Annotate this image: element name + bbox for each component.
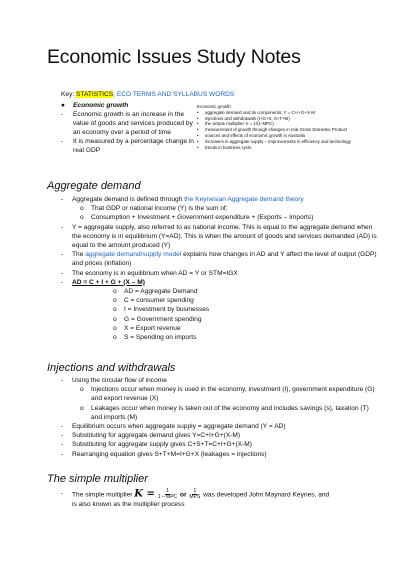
dash-marker: - — [61, 423, 64, 431]
list-item — [61, 431, 381, 440]
page-title: Economic Issues Study Notes — [47, 46, 301, 68]
syllabus-item: sources and effects of economic growth in Australia — [205, 132, 305, 138]
list-item — [113, 315, 381, 324]
list-item — [61, 422, 381, 431]
syllabus-item: trends in business cycle — [205, 144, 252, 150]
ad-line-3b: explains how changes in AD and Y affect the level of output (GDP) and prices (inflation) — [72, 251, 377, 268]
growth-bullet-2: It is measured by a percentage change in real GDP — [73, 138, 194, 154]
list-item — [61, 269, 381, 278]
ad-line-3a: The — [72, 251, 86, 259]
multiplier-section — [61, 489, 381, 509]
list-item — [113, 287, 381, 296]
syllabus-heading: Economic growth — [197, 104, 231, 109]
dash-marker: - — [61, 441, 64, 449]
circle-marker: o — [113, 288, 117, 296]
spacer — [61, 500, 72, 509]
circle-marker: o — [113, 334, 117, 342]
fraction-denominator: MPS — [189, 494, 201, 500]
sm-line-2: is also known as the multiplier process — [72, 501, 185, 508]
circle-marker: o — [113, 324, 117, 332]
section-heading-multiplier: The simple multiplier — [47, 473, 148, 485]
ad-def: S = Spending on imports — [124, 334, 197, 342]
ad-sub-1: That GDP or national income (Y) is the sum of; — [91, 205, 228, 213]
aggregate-demand-section — [61, 195, 381, 342]
ad-def: X = Export revenue — [124, 324, 181, 332]
fraction-denominator: 1 – MPC — [157, 494, 178, 500]
list-item — [113, 324, 381, 333]
bullet-dot: • — [197, 127, 199, 133]
list-item — [61, 195, 381, 204]
bullet-dot: • — [197, 132, 199, 138]
syllabus-item: increases in aggregate supply – improvements in efficiency and technology — [205, 138, 351, 144]
ad-line-2: Y = aggregate supply, also referred to as national income. This is equal to the aggregate demand when the economy is in equilibrium (Y=AD). This is when the amount of goods and services demanded (AD) is equal to the amount produced (Y) — [72, 223, 377, 250]
growth-heading: Economic growth — [73, 102, 129, 109]
circle-marker: o — [80, 214, 84, 222]
ad-line-4: The economy is in equilibrium when AD = Y or STM=IGX — [72, 269, 238, 277]
list-item — [61, 250, 381, 268]
dash-marker: - — [61, 196, 64, 203]
dash-marker: - — [61, 251, 64, 259]
ad-formula: AD = C + I + G + (X – M) — [72, 278, 145, 286]
list-item — [61, 110, 201, 137]
bullet-dot: • — [197, 109, 199, 115]
iw-line-5: Rearranging equation gives S+T+M=I+G+X (leakages = injections) — [72, 450, 267, 458]
ad-line-1: Aggregate demand is defined through — [72, 196, 185, 203]
syllabus-item: aggregate demand and its components: Y = C+I+G+X-M — [205, 109, 315, 115]
fraction-mps — [189, 489, 200, 500]
ad-sub-2: Consumption + Investment + Government expenditure + (Exports – Imports) — [91, 214, 314, 222]
dash-marker: - — [61, 490, 64, 497]
circle-marker: o — [80, 404, 84, 412]
bullet-dot: • — [197, 138, 199, 144]
dash-marker: - — [61, 138, 64, 145]
circle-marker: o — [80, 386, 84, 394]
iw-sub-2: Leakages occur when money is taken out of the economy and includes savings (s), taxation (T) and imports (M) — [91, 404, 369, 421]
bullet-dot: ● — [61, 102, 65, 109]
syllabus-item: injections and withdrawals (I+G+X, S+T+M) — [205, 115, 290, 121]
iw-line-1: Using the circular flow of income — [72, 377, 167, 384]
multiplier-k: K = — [134, 488, 155, 500]
section-heading-injections: Injections and withdrawals — [47, 362, 176, 374]
dash-marker: - — [61, 278, 64, 286]
circle-marker: o — [113, 306, 117, 314]
sm-post: was developed John Maynard Keynes, and — [201, 491, 330, 499]
list-item — [80, 385, 381, 403]
key-legend — [61, 91, 234, 98]
list-item — [113, 333, 381, 342]
key-separator: , — [113, 91, 117, 98]
key-prefix: Key: — [61, 91, 77, 98]
dash-marker: - — [61, 111, 64, 118]
circle-marker: o — [113, 297, 117, 305]
circle-marker: o — [80, 205, 84, 213]
list-item — [113, 296, 381, 305]
dash-marker: - — [61, 432, 64, 440]
list-item — [61, 376, 381, 385]
iw-line-2: Equilibrium occurs when aggregate supply = aggregate demand (Y = AD) — [72, 423, 286, 431]
circle-marker: o — [113, 315, 117, 323]
sm-or: or — [178, 491, 189, 499]
list-item — [197, 145, 377, 151]
list-item — [61, 278, 381, 287]
list-item — [61, 489, 381, 500]
sm-pre: The simple multiplier — [72, 491, 135, 499]
list-item — [80, 213, 381, 222]
list-item — [61, 440, 381, 449]
growth-summary — [61, 101, 201, 155]
dash-marker: - — [61, 377, 64, 384]
bullet-dot: • — [197, 121, 199, 127]
list-item — [61, 137, 201, 155]
syllabus-item: measurement of growth through changes in real Gross Domestic Product — [205, 127, 348, 133]
iw-line-4: Substituting for aggregate supply gives C+S+T=C+I+G+(X-M) — [72, 441, 252, 449]
keynesian-theory-term: the Keynesian Aggregate demand theory — [184, 196, 304, 203]
iw-sub-1: Injections occur when money is used in the economy, investment (I), government expenditure (G) and export revenue (X) — [91, 386, 375, 403]
list-item — [61, 500, 381, 509]
list-item — [113, 305, 381, 314]
list-item — [61, 450, 381, 459]
growth-heading-row — [61, 101, 201, 110]
dash-marker: - — [61, 223, 64, 231]
bullet-dot: • — [197, 115, 199, 121]
section-heading-aggregate-demand: Aggregate demand — [47, 180, 141, 192]
growth-bullet-1: Economic growth is an increase in the value of goods and services produced by an economy over a period of time — [73, 111, 193, 136]
key-eco-terms: ECO TERMS AND SYLLABUS WORDS — [116, 91, 235, 98]
syllabus-box — [197, 104, 377, 150]
ad-def: G = Government spending — [124, 315, 202, 323]
key-statistics: STATISTICS — [76, 91, 114, 98]
ad-def: I = Investment by businesses — [124, 306, 210, 314]
fraction-numerator: 1 — [193, 488, 197, 494]
list-item — [80, 204, 381, 213]
ad-def: C = consumer spending — [124, 297, 194, 305]
bullet-dot: • — [197, 144, 199, 150]
injections-section — [61, 376, 381, 459]
list-item — [61, 223, 381, 251]
ad-supply-model-term: aggregate demand/supply model — [85, 251, 182, 259]
list-item — [80, 404, 381, 422]
iw-line-3: Substituting for aggregate demand gives Y=C+I+G+(X-M) — [72, 432, 241, 440]
fraction-mpc — [158, 489, 177, 500]
syllabus-item: the simple multiplier: k = 1/(1-MPC) — [205, 121, 274, 127]
dash-marker: - — [61, 450, 64, 458]
dash-marker: - — [61, 269, 64, 277]
fraction-numerator: 1 — [166, 488, 169, 494]
ad-def: AD = Aggregate Demand — [124, 288, 198, 296]
